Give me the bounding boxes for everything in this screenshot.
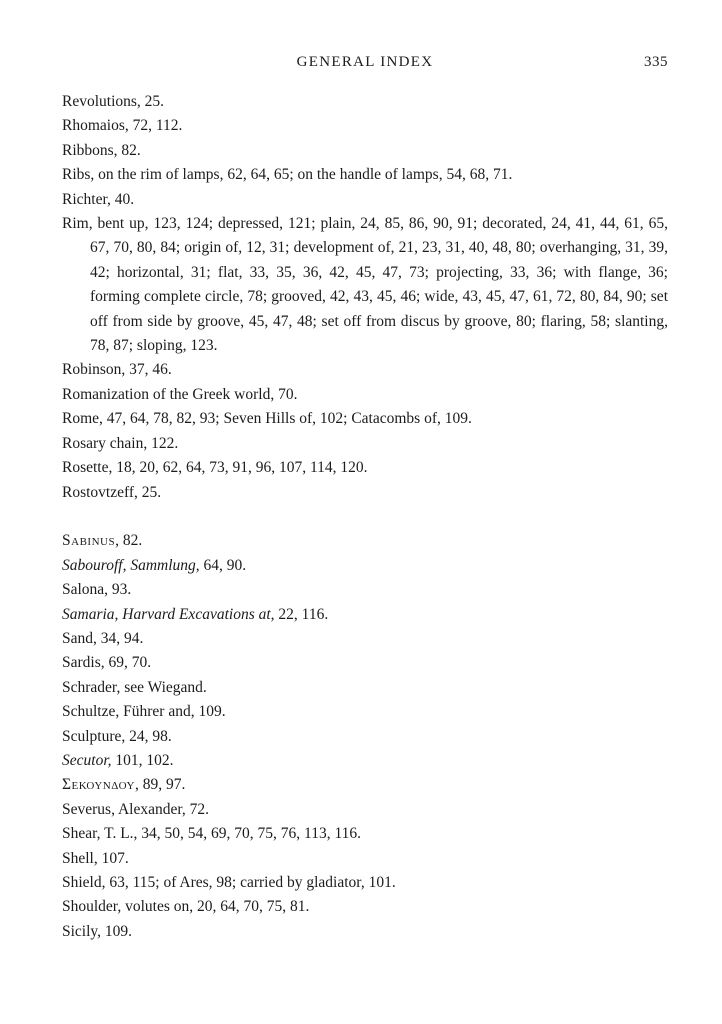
index-entry: Sand, 34, 94. xyxy=(62,629,144,647)
index-entry: Richter, 40. xyxy=(62,190,135,208)
index-entry: Rosary chain, 122. xyxy=(62,434,179,452)
index-entry xyxy=(62,773,668,797)
index-entry: Severus, Alexander, 72. xyxy=(62,800,210,818)
index-entry: Shell, 107. xyxy=(62,849,129,867)
index-entry: Sculpture, 24, 98. xyxy=(62,727,172,745)
page-number: 335 xyxy=(644,54,668,70)
index-entry xyxy=(62,603,668,627)
index-entry xyxy=(62,529,668,553)
entry-name-smallcaps: Sabinus xyxy=(62,532,116,550)
index-entry: Rhomaios, 72, 112. xyxy=(62,117,183,135)
entry-title-italic: Secutor, xyxy=(62,751,112,769)
entry-refs: 64, 90. xyxy=(199,556,247,574)
entry-name-greek: Σεκουνδου xyxy=(62,776,135,794)
index-entry: Shear, T. L., 34, 50, 54, 69, 70, 75, 76, 113, 116. xyxy=(62,825,362,843)
index-entry-rim: Rim, bent up, 123, 124; depressed, 121; plain, 24, 85, 86, 90, 91; decorated, 24, 41, 44, 61, 65, 67, 70, 80, 84; origin of, 12, 31; development of, 21, 23, 31, 40, 48, 80; overhanging, 31, 39, 42; horizontal, 31; flat, 33, 35, 36, 42, 45, 47, 73; projecting, 33, 36; with flange, 36; forming complete circle, 78; grooved, 42, 43, 45, 46; wide, 43, 45, 47, 61, 72, 80, 84, 90; set off from side by groove, 45, 47, 48; set off from discus by groove, 80; flaring, 58; slanting, 78, 87; sloping, 123. xyxy=(62,215,668,355)
entry-refs: 101, 102. xyxy=(111,751,174,769)
entry-title-italic: Sabouroff, Sammlung, xyxy=(62,556,200,574)
index-entry: Ribbons, 82. xyxy=(62,141,141,159)
index-entry: Rosette, 18, 20, 62, 64, 73, 91, 96, 107, 114, 120. xyxy=(62,459,368,477)
index-entry: Schultze, Führer and, 109. xyxy=(62,703,226,721)
index-entry: Romanization of the Greek world, 70. xyxy=(62,385,298,403)
page-header xyxy=(62,54,668,74)
section-gap xyxy=(62,505,668,529)
index-entry: Ribs, on the rim of lamps, 62, 64, 65; on the handle of lamps, 54, 68, 71. xyxy=(62,166,513,184)
index-entries xyxy=(62,90,668,944)
entry-title-italic: Samaria, Harvard Excavations at, xyxy=(62,605,275,623)
entry-refs: , 82. xyxy=(115,532,143,550)
index-entry: Sardis, 69, 70. xyxy=(62,654,152,672)
index-entry xyxy=(62,554,668,578)
index-entry: Robinson, 37, 46. xyxy=(62,361,172,379)
index-entry: Sicily, 109. xyxy=(62,922,133,940)
index-entry xyxy=(62,749,668,773)
entry-refs: 22, 116. xyxy=(274,605,329,623)
index-entry: Rome, 47, 64, 78, 82, 93; Seven Hills of, 102; Catacombs of, 109. xyxy=(62,410,472,428)
index-entry: Schrader, see Wiegand. xyxy=(62,678,207,696)
index-entry: Salona, 93. xyxy=(62,581,132,599)
index-entry: Shield, 63, 115; of Ares, 98; carried by gladiator, 101. xyxy=(62,873,396,891)
running-title: GENERAL INDEX xyxy=(296,54,434,70)
index-entry: Shoulder, volutes on, 20, 64, 70, 75, 81. xyxy=(62,898,310,916)
index-entry: Rostovtzeff, 25. xyxy=(62,483,162,501)
index-entry: Revolutions, 25. xyxy=(62,93,165,110)
entry-refs: , 89, 97. xyxy=(134,776,186,794)
